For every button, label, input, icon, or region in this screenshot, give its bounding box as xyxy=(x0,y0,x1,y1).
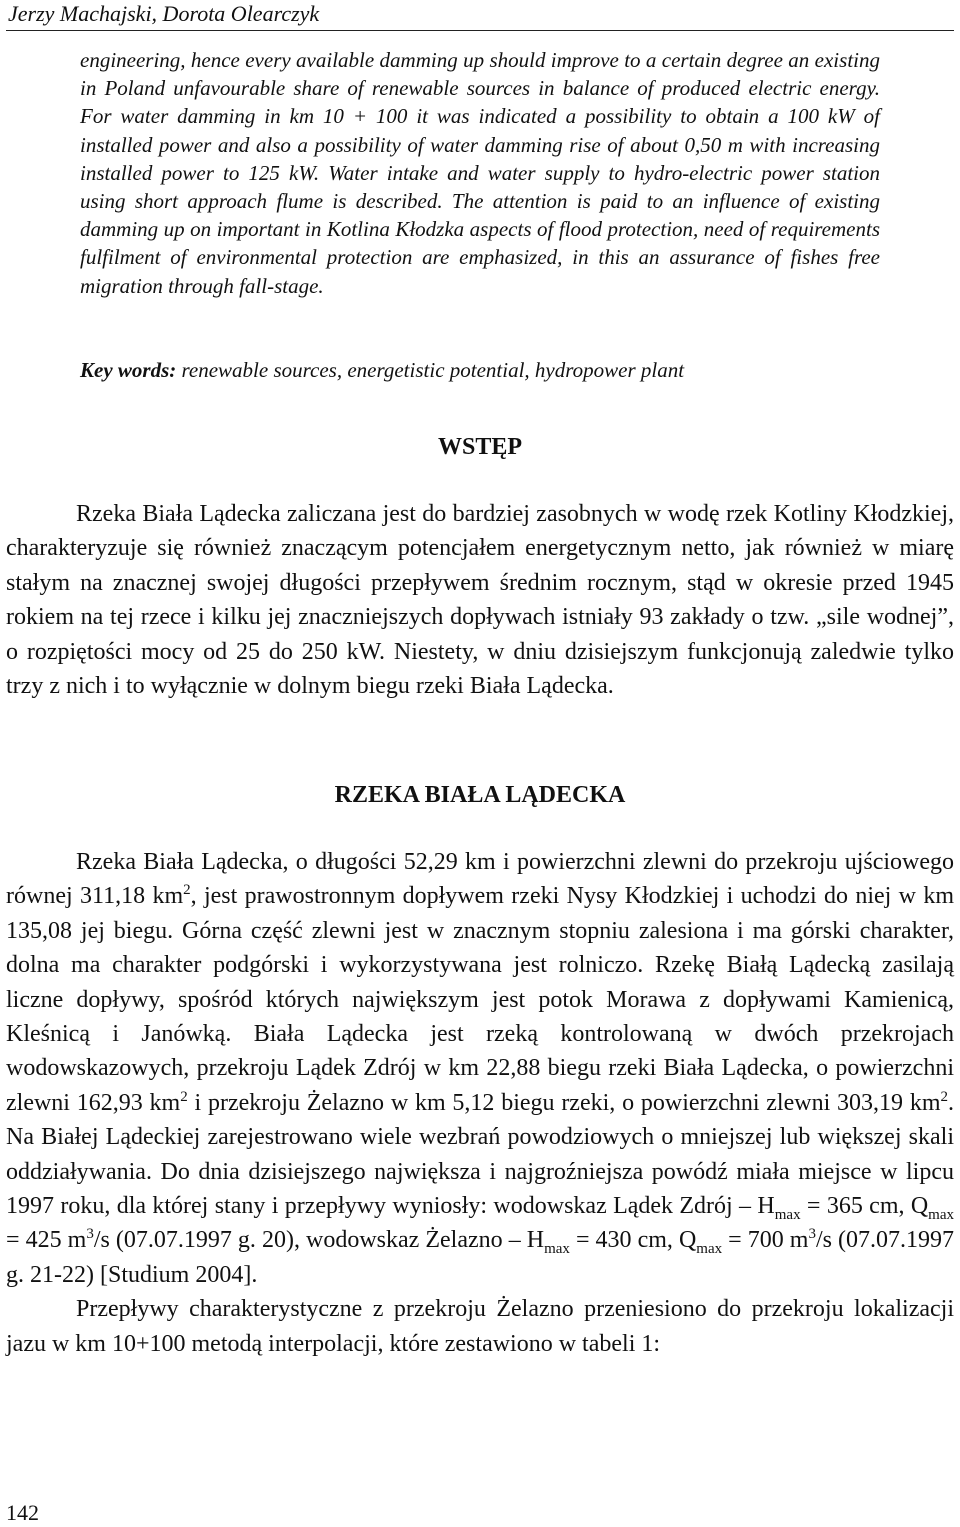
keywords-label: Key words: xyxy=(80,358,177,382)
section2-body xyxy=(6,845,954,1361)
section2-paragraph-1: Rzeka Biała Lądecka, o długości 52,29 km i powierzchni zlewni do przekroju ujściowego równej 311,18 $km^2$, jest prawostronnym dopływem rzeki Nysy Kłodzkiej i uchodzi do niej w km 135,08 jej biegu. Górna część zlewni jest w znacznym stopniu zalesiona i ma górski charakter, dolna ma charakter podgórski i wykorzystywana jest rolniczo. Rzekę Białą Lądecką zasilają liczne dopływy, spośród których największym jest potok Morawa z dopływami Kamienicą, Kleśnicą i Janówką. Biała Lądecka jest rzeką kontrolowaną w dwóch przekrojach wodowskazowych, przekroju Lądek Zdrój w km 22,88 biegu rzeki Biała Lądecka, o powierzchni zlewni 162,93 $km^2$ i przekroju Żelazno w km 5,12 biegu rzeki, o powierzchni zlewni 303,19 $km^2$. Na Białej Lądeckiej zarejestrowano wiele wezbrań powodziowych o mniejszej lub większej skali oddziaływania. Do dnia dzisiejszego największa i najgroźniejsza powódź miała miejsce w lipcu 1997 roku, dla której stany i przepływy wyniosły: wodowskaz Lądek Zdrój – $H_{max} = 365$ cm, $Q_{max} = 425$ $m^3/s$ (07.07.1997 g. 20), wodowskaz Żelazno – $H_{max} = 430$ cm, $Q_{max} = 700$ $m^3/s$ (07.07.1997 g. 21-22) [Studium 2004]. xyxy=(6,849,955,1288)
abstract xyxy=(80,46,880,300)
section1-body xyxy=(6,497,954,703)
running-header xyxy=(6,0,954,31)
abstract-text: engineering, hence every available damming up should improve to a certain degree an existing in Poland unfavourable share of renewable sources in balance of produced electric energy. For water damming in km 10 + 100 it was indicated a possibility to obtain a 100 kW of installed power and also a possibility of water damming rise of about 0,50 m with increasing installed power to 125 kW. Water intake and water supply to hydro-electric power station using short approach flume is described. The attention is paid to an influence of existing damming up on important in Kotlina Kłodzka aspects of flood protection, need of requirements fulfilment of environmental protection are emphasized, in this an assurance of fishes free migration through fall-stage. xyxy=(80,48,880,298)
header-authors: Jerzy Machajski, Dorota Olearczyk xyxy=(8,1,320,26)
keywords-text: renewable sources, energetistic potential, hydropower plant xyxy=(181,358,685,382)
section1-paragraph: Rzeka Biała Lądecka zaliczana jest do bardziej zasobnych w wodę rzek Kotliny Kłodzkiej, charakteryzuje się również znaczącym potencjałem energetycznym netto, jak również w miarę stałym na znacznej swojej długości przepływem średnim rocznym, stąd w okresie przed 1945 rokiem na tej rzece i kilku jej znaczniejszych dopływach istniały 93 zakłady o tzw. „sile wodnej”, o rozpiętości mocy od 25 do 250 kW. Niestety, w dniu dzisiejszym funkcjonują zaledwie tylko trzy z nich i to wyłącznie w dolnym biegu rzeki Biała Lądecka. xyxy=(6,501,954,700)
section-title-wstep: WSTĘP xyxy=(437,434,523,460)
section-title-rzeka: RZEKA BIAŁA LĄDECKA xyxy=(334,782,626,808)
page-number: 142 xyxy=(6,1500,39,1525)
keywords xyxy=(80,356,880,384)
section2-paragraph-2: Przepływy charakterystyczne z przekroju Żelazno przeniesiono do przekroju lokalizacji jazu w km 10+100 metodą interpolacji, które zestawiono w tabeli 1: xyxy=(6,1296,954,1357)
